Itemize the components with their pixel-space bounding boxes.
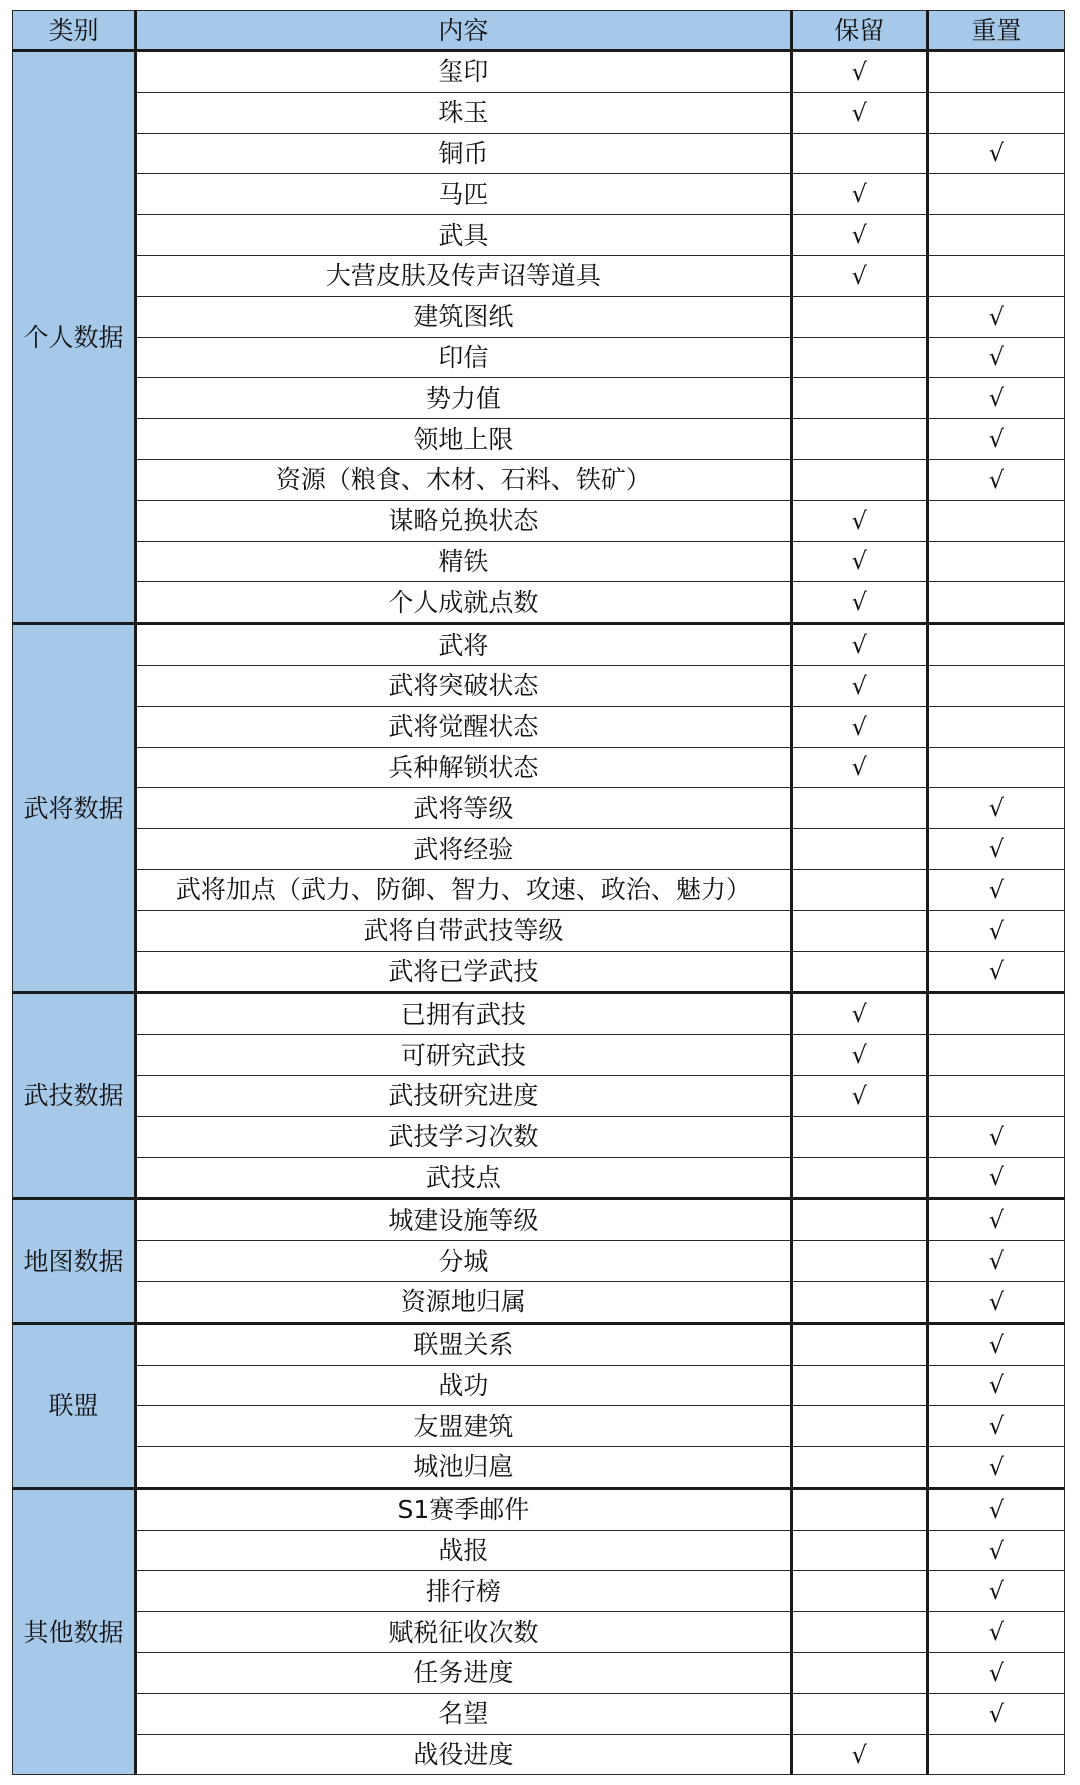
- reset-cell: [927, 1323, 1064, 1365]
- header-keep: 保留: [791, 11, 927, 51]
- checkmark: √: [988, 1330, 1005, 1359]
- keep-cell: [791, 993, 927, 1035]
- checkmark: √: [988, 343, 1005, 372]
- keep-cell: [791, 1571, 927, 1612]
- content-cell: 兵种解锁状态: [136, 747, 792, 788]
- reset-cell: [927, 174, 1064, 215]
- content-cell: 排行榜: [136, 1571, 792, 1612]
- reset-cell: [927, 1281, 1064, 1323]
- table-row: [13, 624, 1065, 666]
- content-cell: S1赛季邮件: [136, 1488, 792, 1530]
- reset-cell: [927, 951, 1064, 993]
- keep-cell: [791, 541, 927, 582]
- content-cell: 名望: [136, 1693, 792, 1734]
- checkmark: √: [988, 794, 1005, 823]
- keep-cell: [791, 1447, 927, 1489]
- content-cell: 铜币: [136, 133, 792, 174]
- checkmark: √: [851, 57, 867, 86]
- table-row: [13, 133, 1065, 174]
- data-reset-table: [12, 10, 1065, 1775]
- content-cell: 武将经验: [136, 829, 792, 870]
- keep-cell: [791, 1653, 927, 1694]
- table-row: [13, 1612, 1065, 1653]
- table-row: [13, 869, 1065, 910]
- keep-cell: [791, 582, 927, 624]
- content-cell: 战功: [136, 1365, 792, 1406]
- table-row: [13, 255, 1065, 296]
- keep-cell: [791, 378, 927, 419]
- content-cell: 武将: [136, 624, 792, 666]
- checkmark: √: [988, 916, 1005, 945]
- content-cell: 印信: [136, 337, 792, 378]
- checkmark: √: [851, 180, 867, 209]
- table-row: [13, 1406, 1065, 1447]
- keep-cell: [791, 1281, 927, 1323]
- keep-cell: [791, 92, 927, 133]
- table-row: [13, 1241, 1065, 1282]
- checkmark: √: [851, 506, 867, 535]
- keep-cell: [791, 1035, 927, 1076]
- content-cell: 领地上限: [136, 419, 792, 460]
- table-row: [13, 1116, 1065, 1157]
- checkmark: √: [851, 1081, 867, 1110]
- table-row: [13, 92, 1065, 133]
- table-row: [13, 1199, 1065, 1241]
- table-row: [13, 1734, 1065, 1775]
- keep-cell: [791, 296, 927, 337]
- keep-cell: [791, 624, 927, 666]
- content-cell: 友盟建筑: [136, 1406, 792, 1447]
- category-cell: 地图数据: [13, 1199, 136, 1323]
- reset-cell: [927, 419, 1064, 460]
- checkmark: √: [851, 753, 867, 782]
- content-cell: 建筑图纸: [136, 296, 792, 337]
- keep-cell: [791, 951, 927, 993]
- reset-cell: [927, 624, 1064, 666]
- table-row: [13, 174, 1065, 215]
- checkmark: √: [851, 1041, 867, 1070]
- table-row: [13, 337, 1065, 378]
- reset-cell: [927, 993, 1064, 1035]
- checkmark: √: [988, 1163, 1005, 1192]
- checkmark: √: [988, 1371, 1005, 1400]
- table-header: [13, 11, 1065, 51]
- table-row: [13, 1281, 1065, 1323]
- table-row: [13, 1530, 1065, 1571]
- table-row: [13, 788, 1065, 829]
- keep-cell: [791, 869, 927, 910]
- reset-cell: [927, 1653, 1064, 1694]
- reset-cell: [927, 500, 1064, 541]
- reset-cell: [927, 1116, 1064, 1157]
- keep-cell: [791, 51, 927, 93]
- content-cell: 武将等级: [136, 788, 792, 829]
- table-row: [13, 1447, 1065, 1489]
- checkmark: √: [851, 1740, 867, 1769]
- table-row: [13, 541, 1065, 582]
- content-cell: 分城: [136, 1241, 792, 1282]
- table-row: [13, 1075, 1065, 1116]
- reset-cell: [927, 255, 1064, 296]
- table-row: [13, 215, 1065, 256]
- reset-cell: [927, 1365, 1064, 1406]
- table-row: [13, 459, 1065, 500]
- keep-cell: [791, 500, 927, 541]
- checkmark: √: [851, 712, 867, 741]
- content-cell: 可研究武技: [136, 1035, 792, 1076]
- content-cell: 武将觉醒状态: [136, 706, 792, 747]
- keep-cell: [791, 1734, 927, 1775]
- table-row: [13, 1323, 1065, 1365]
- keep-cell: [791, 1199, 927, 1241]
- content-cell: 赋税征收次数: [136, 1612, 792, 1653]
- reset-cell: [927, 747, 1064, 788]
- keep-cell: [791, 665, 927, 706]
- content-cell: 城建设施等级: [136, 1199, 792, 1241]
- reset-cell: [927, 706, 1064, 747]
- content-cell: 战役进度: [136, 1734, 792, 1775]
- keep-cell: [791, 1530, 927, 1571]
- content-cell: 谋略兑换状态: [136, 500, 792, 541]
- reset-cell: [927, 1571, 1064, 1612]
- content-cell: 大营皮肤及传声诏等道具: [136, 255, 792, 296]
- keep-cell: [791, 255, 927, 296]
- content-cell: 武技点: [136, 1157, 792, 1199]
- content-cell: 马匹: [136, 174, 792, 215]
- reset-cell: [927, 1734, 1064, 1775]
- table-row: [13, 747, 1065, 788]
- keep-cell: [791, 419, 927, 460]
- keep-cell: [791, 910, 927, 951]
- header-category: 类别: [13, 11, 136, 51]
- reset-cell: [927, 337, 1064, 378]
- reset-cell: [927, 92, 1064, 133]
- table-row: [13, 1157, 1065, 1199]
- reset-cell: [927, 459, 1064, 500]
- table-row: [13, 665, 1065, 706]
- keep-cell: [791, 174, 927, 215]
- checkmark: √: [851, 221, 867, 250]
- reset-cell: [927, 215, 1064, 256]
- keep-cell: [791, 1693, 927, 1734]
- keep-cell: [791, 1612, 927, 1653]
- reset-cell: [927, 1447, 1064, 1489]
- checkmark: √: [988, 302, 1005, 331]
- reset-cell: [927, 51, 1064, 93]
- reset-cell: [927, 1075, 1064, 1116]
- reset-cell: [927, 829, 1064, 870]
- checkmark: √: [988, 425, 1005, 454]
- checkmark: √: [851, 1000, 867, 1029]
- content-cell: 武将自带武技等级: [136, 910, 792, 951]
- keep-cell: [791, 1075, 927, 1116]
- reset-cell: [927, 1488, 1064, 1530]
- checkmark: √: [988, 835, 1005, 864]
- reset-cell: [927, 1241, 1064, 1282]
- checkmark: √: [988, 957, 1005, 986]
- content-cell: 武技研究进度: [136, 1075, 792, 1116]
- table-row: [13, 1653, 1065, 1694]
- header-reset: 重置: [927, 11, 1064, 51]
- table-row: [13, 1571, 1065, 1612]
- content-cell: 武将突破状态: [136, 665, 792, 706]
- reset-cell: [927, 541, 1064, 582]
- content-cell: 联盟关系: [136, 1323, 792, 1365]
- content-cell: 珠玉: [136, 92, 792, 133]
- table-row: [13, 829, 1065, 870]
- table-row: [13, 500, 1065, 541]
- content-cell: 资源地归属: [136, 1281, 792, 1323]
- keep-cell: [791, 215, 927, 256]
- category-cell: 武将数据: [13, 624, 136, 993]
- reset-cell: [927, 1406, 1064, 1447]
- table-row: [13, 910, 1065, 951]
- keep-cell: [791, 747, 927, 788]
- reset-cell: [927, 378, 1064, 419]
- keep-cell: [791, 1488, 927, 1530]
- checkmark: √: [988, 1452, 1005, 1481]
- table-row: [13, 378, 1065, 419]
- table-row: [13, 419, 1065, 460]
- content-cell: 资源（粮食、木材、石料、铁矿）: [136, 459, 792, 500]
- checkmark: √: [988, 1699, 1005, 1728]
- checkmark: √: [988, 1658, 1005, 1687]
- keep-cell: [791, 133, 927, 174]
- checkmark: √: [851, 547, 867, 576]
- checkmark: √: [988, 1577, 1005, 1606]
- content-cell: 城池归扈: [136, 1447, 792, 1489]
- reset-cell: [927, 1530, 1064, 1571]
- checkmark: √: [988, 1495, 1005, 1524]
- content-cell: 任务进度: [136, 1653, 792, 1694]
- table-row: [13, 296, 1065, 337]
- category-cell: 武技数据: [13, 993, 136, 1199]
- checkmark: √: [851, 631, 867, 660]
- keep-cell: [791, 829, 927, 870]
- content-cell: 玺印: [136, 51, 792, 93]
- keep-cell: [791, 337, 927, 378]
- reset-cell: [927, 788, 1064, 829]
- checkmark: √: [851, 671, 867, 700]
- keep-cell: [791, 1406, 927, 1447]
- content-cell: 武技学习次数: [136, 1116, 792, 1157]
- checkmark: √: [988, 875, 1005, 904]
- category-cell: 其他数据: [13, 1488, 136, 1775]
- reset-cell: [927, 1693, 1064, 1734]
- checkmark: √: [851, 588, 867, 617]
- checkmark: √: [988, 1287, 1005, 1316]
- header-row: [13, 11, 1065, 51]
- content-cell: 个人成就点数: [136, 582, 792, 624]
- category-cell: 个人数据: [13, 51, 136, 624]
- table-row: [13, 582, 1065, 624]
- checkmark: √: [851, 261, 867, 290]
- content-cell: 势力值: [136, 378, 792, 419]
- checkmark: √: [988, 1206, 1005, 1235]
- reset-cell: [927, 133, 1064, 174]
- category-cell: 联盟: [13, 1323, 136, 1488]
- checkmark: √: [988, 1247, 1005, 1275]
- checkmark: √: [988, 1536, 1005, 1565]
- keep-cell: [791, 1157, 927, 1199]
- content-cell: 武将已学武技: [136, 951, 792, 993]
- keep-cell: [791, 1116, 927, 1157]
- table-row: [13, 1035, 1065, 1076]
- keep-cell: [791, 706, 927, 747]
- checkmark: √: [988, 384, 1005, 413]
- checkmark: √: [988, 1412, 1005, 1441]
- checkmark: √: [988, 139, 1005, 168]
- content-cell: 武具: [136, 215, 792, 256]
- table-row: [13, 1488, 1065, 1530]
- keep-cell: [791, 1241, 927, 1282]
- table-row: [13, 993, 1065, 1035]
- content-cell: 精铁: [136, 541, 792, 582]
- reset-cell: [927, 665, 1064, 706]
- table-row: [13, 1365, 1065, 1406]
- reset-cell: [927, 1157, 1064, 1199]
- keep-cell: [791, 1323, 927, 1365]
- content-cell: 战报: [136, 1530, 792, 1571]
- reset-cell: [927, 582, 1064, 624]
- table-body: [13, 51, 1065, 1775]
- reset-cell: [927, 1612, 1064, 1653]
- reset-cell: [927, 869, 1064, 910]
- table-row: [13, 1693, 1065, 1734]
- keep-cell: [791, 459, 927, 500]
- reset-cell: [927, 1199, 1064, 1241]
- reset-cell: [927, 910, 1064, 951]
- table-row: [13, 51, 1065, 93]
- table-row: [13, 706, 1065, 747]
- reset-cell: [927, 1035, 1064, 1076]
- checkmark: √: [851, 98, 867, 127]
- checkmark: √: [988, 465, 1005, 494]
- keep-cell: [791, 788, 927, 829]
- header-content: 内容: [136, 11, 792, 51]
- checkmark: √: [988, 1618, 1005, 1647]
- reset-cell: [927, 296, 1064, 337]
- checkmark: √: [988, 1122, 1005, 1151]
- keep-cell: [791, 1365, 927, 1406]
- content-cell: 武将加点（武力、防御、智力、攻速、政治、魅力）: [136, 869, 792, 910]
- table-row: [13, 951, 1065, 993]
- content-cell: 已拥有武技: [136, 993, 792, 1035]
